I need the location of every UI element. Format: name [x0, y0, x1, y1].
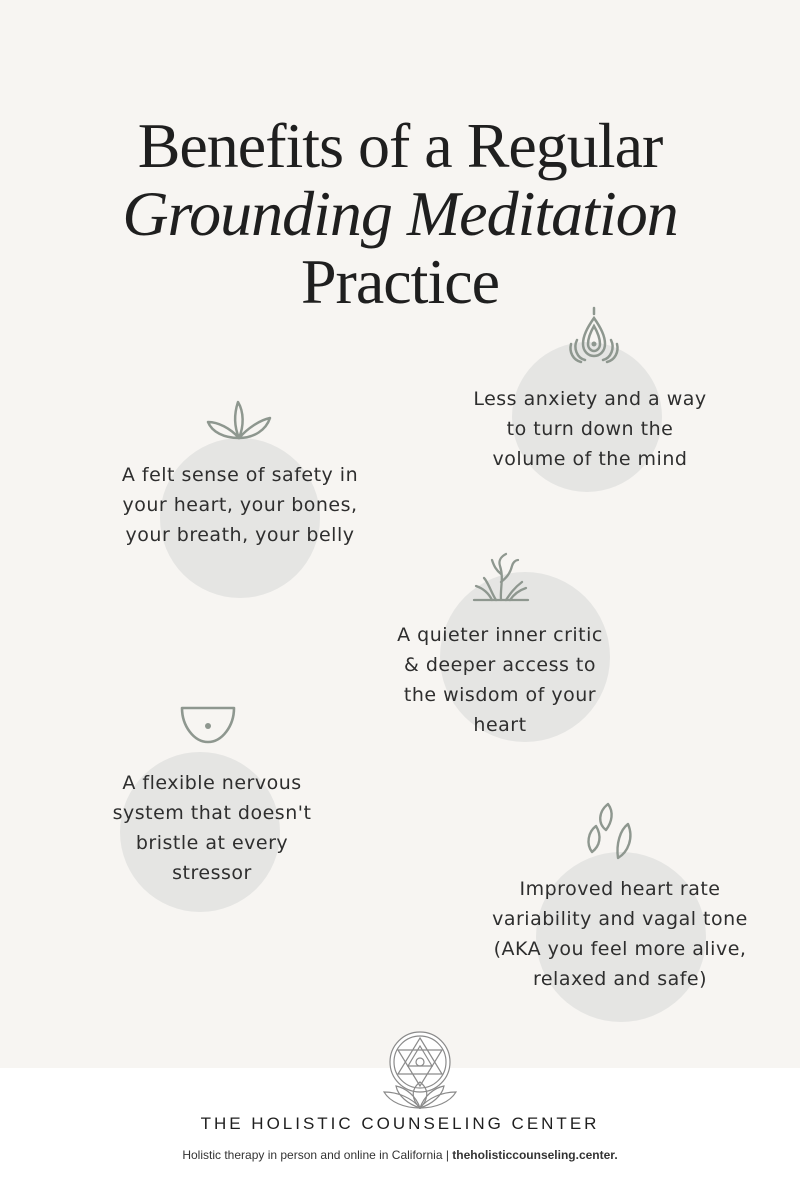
benefit-4-line-3: bristle at every [135, 832, 289, 854]
benefit-1-line-1: Less anxiety and a way [473, 388, 707, 410]
tagline-text: Holistic therapy in person and online in California | [182, 1148, 453, 1162]
benefit-text-5 [470, 874, 770, 994]
benefit-text-2 [90, 460, 390, 550]
benefit-2-line-2: your heart, your bones, [122, 494, 358, 516]
benefit-4-line-4: stressor [172, 862, 252, 884]
seaweed-icon [470, 552, 532, 602]
benefit-3-line-4: heart [473, 714, 527, 736]
website-link[interactable]: theholisticcounseling.center. [452, 1148, 618, 1162]
water-drop-icon [563, 304, 625, 366]
leaves-icon [584, 800, 642, 862]
benefit-2-line-1: A felt sense of safety in [121, 464, 359, 486]
title-line-3: Practice [300, 246, 500, 317]
page-title [0, 112, 800, 316]
benefit-1-line-2: to turn down the [506, 418, 674, 440]
benefit-4-line-2: system that doesn't [112, 802, 312, 824]
benefit-5-line-3: (AKA you feel more alive, [493, 938, 747, 960]
benefit-3-line-2: & deeper access to [403, 654, 597, 676]
sprout-icon [204, 398, 274, 442]
footer-tagline [0, 1148, 800, 1162]
benefit-5-line-1: Improved heart rate [519, 878, 721, 900]
benefit-text-3 [350, 620, 650, 740]
benefit-3-line-1: A quieter inner critic [397, 624, 603, 646]
title-line-2: Grounding Meditation [122, 178, 678, 249]
benefit-text-1 [440, 384, 740, 474]
belly-bowl-icon [178, 704, 238, 746]
lotus-mandala-icon [374, 1026, 466, 1110]
benefit-3-line-3: the wisdom of your [403, 684, 597, 706]
title-line-1: Benefits of a Regular [137, 110, 663, 181]
benefit-5-line-4: relaxed and safe) [532, 968, 708, 990]
benefit-1-line-3: volume of the mind [492, 448, 688, 470]
benefit-text-4 [62, 768, 362, 888]
org-name: THE HOLISTIC COUNSELING CENTER [200, 1114, 600, 1133]
benefit-4-line-1: A flexible nervous [122, 772, 302, 794]
benefit-5-line-2: variability and vagal tone [492, 908, 748, 930]
benefit-2-line-3: your breath, your belly [125, 524, 355, 546]
